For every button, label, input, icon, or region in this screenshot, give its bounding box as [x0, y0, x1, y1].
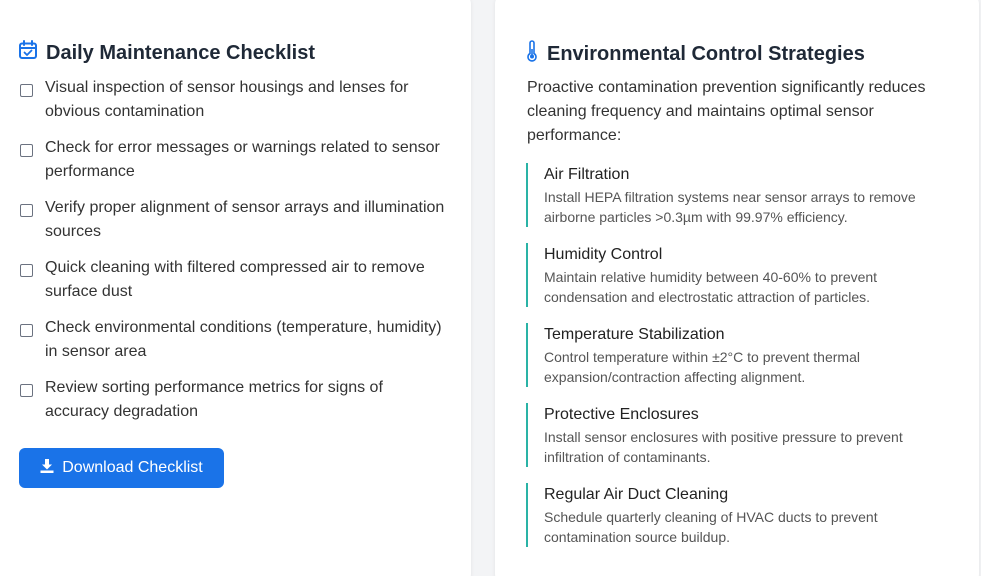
strategy-item	[526, 323, 956, 387]
checklist-checkbox[interactable]	[20, 324, 33, 337]
strategy-description: Schedule quarterly cleaning of HVAC ducts to prevent contamination source buildup.	[544, 509, 878, 545]
checklist-item	[18, 76, 448, 136]
thermometer-icon	[525, 40, 539, 68]
checklist-checkbox[interactable]	[20, 384, 33, 397]
strategies-intro: Proactive contamination prevention significantly reduces cleaning frequency and maintains optimal sensor performance:	[527, 79, 926, 144]
strategies-list	[526, 163, 956, 563]
checklist	[18, 76, 448, 436]
strategy-description: Maintain relative humidity between 40-60% to prevent condensation and electrostatic attraction of particles.	[544, 269, 878, 305]
strategy-item	[526, 243, 956, 307]
strategy-item	[526, 163, 956, 227]
checklist-item-label: Verify proper alignment of sensor arrays and illumination sources	[45, 199, 445, 240]
checklist-item-label: Check environmental conditions (temperature, humidity) in sensor area	[45, 319, 442, 360]
checklist-item	[18, 196, 448, 256]
checklist-heading	[18, 40, 315, 66]
strategy-item	[526, 483, 956, 547]
checklist-item-label: Check for error messages or warnings related to sensor performance	[45, 139, 440, 180]
strategy-description: Install HEPA filtration systems near sensor arrays to remove airborne particles >0.3µm with 99.97% efficiency.	[544, 189, 916, 225]
strategy-title: Temperature Stabilization	[544, 326, 725, 343]
download-icon	[40, 459, 54, 478]
strategies-title: Environmental Control Strategies	[547, 42, 865, 65]
download-button-label: Download Checklist	[62, 459, 203, 476]
checklist-item	[18, 256, 448, 316]
strategy-title: Humidity Control	[544, 246, 663, 263]
checklist-item-label: Visual inspection of sensor housings and lenses for obvious contamination	[45, 79, 409, 120]
strategy-description: Control temperature within ±2°C to prevent thermal expansion/contraction affecting alignment.	[544, 349, 860, 385]
checklist-title: Daily Maintenance Checklist	[46, 41, 315, 64]
strategy-title: Protective Enclosures	[544, 406, 699, 423]
checklist-checkbox[interactable]	[20, 264, 33, 277]
strategy-description: Install sensor enclosures with positive pressure to prevent infiltration of contaminants.	[544, 429, 903, 465]
calendar-check-icon	[18, 40, 38, 66]
checklist-item	[18, 136, 448, 196]
checklist-item	[18, 316, 448, 376]
checklist-item	[18, 376, 448, 436]
strategies-heading	[525, 40, 865, 68]
checklist-item-label: Quick cleaning with filtered compressed air to remove surface dust	[45, 259, 425, 300]
strategy-title: Air Filtration	[544, 166, 630, 183]
checklist-item-label: Review sorting performance metrics for signs of accuracy degradation	[45, 379, 383, 420]
download-checklist-button[interactable]	[19, 448, 224, 488]
strategy-item	[526, 403, 956, 467]
strategy-title: Regular Air Duct Cleaning	[544, 486, 729, 503]
checklist-checkbox[interactable]	[20, 84, 33, 97]
checklist-checkbox[interactable]	[20, 144, 33, 157]
checklist-checkbox[interactable]	[20, 204, 33, 217]
